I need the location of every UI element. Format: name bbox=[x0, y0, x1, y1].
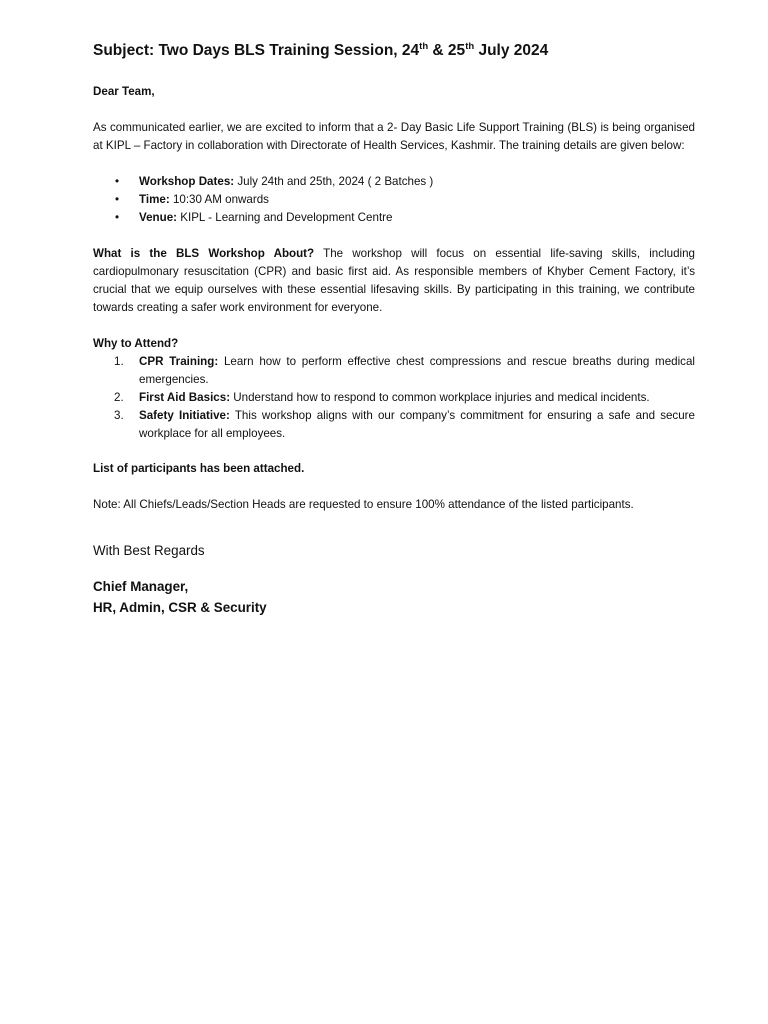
reason-number: 3. bbox=[114, 409, 124, 422]
reason-number: 2. bbox=[114, 391, 124, 404]
detail-label: Time: bbox=[139, 193, 170, 206]
bullet-icon: • bbox=[115, 175, 120, 188]
reason-item-first-aid bbox=[93, 389, 695, 407]
detail-item-time bbox=[93, 191, 695, 209]
reason-label: First Aid Basics: bbox=[139, 391, 231, 404]
reason-item-safety bbox=[93, 407, 695, 443]
detail-label: Workshop Dates: bbox=[139, 175, 235, 188]
about-paragraph bbox=[93, 245, 695, 317]
subject-line bbox=[93, 40, 695, 62]
participants-attached-note: List of participants has been attached. bbox=[93, 462, 305, 475]
reason-item-cpr bbox=[93, 353, 695, 389]
subject-prefix: Subject: Two Days BLS Training Session, 24 bbox=[93, 42, 420, 59]
signatory-title: Chief Manager, bbox=[93, 579, 189, 594]
greeting: Dear Team, bbox=[93, 85, 155, 98]
reason-text: Understand how to respond to common workplace injuries and medical incidents. bbox=[230, 391, 650, 404]
subject-sup-1: th bbox=[419, 41, 429, 52]
about-text: The workshop will focus on essential life-saving skills, including cardiopulmonary resuscitation (CPR) and basic first aid. As responsible members of Khyber Cement Factory, it’s crucial that we equip ourselves with these essential lifesaving skills. By participating in this training, we contribute towards creating a safer work environment for everyone. bbox=[93, 247, 695, 314]
attendance-note: Note: All Chiefs/Leads/Section Heads are requested to ensure 100% attendance of the listed participants. bbox=[93, 498, 634, 511]
bullet-icon: • bbox=[115, 193, 120, 206]
closing-regards: With Best Regards bbox=[93, 543, 205, 558]
subject-suffix: July 2024 bbox=[474, 42, 549, 59]
detail-value: July 24th and 25th, 2024 ( 2 Batches ) bbox=[234, 175, 434, 188]
detail-label: Venue: bbox=[139, 211, 178, 224]
detail-value: 10:30 AM onwards bbox=[169, 193, 269, 206]
why-attend-heading: Why to Attend? bbox=[93, 337, 179, 350]
subject-middle: & 25 bbox=[428, 42, 466, 59]
reason-label: Safety Initiative: bbox=[139, 409, 230, 422]
reason-text: Learn how to perform effective chest compressions and rescue breaths during medical emergencies. bbox=[139, 355, 695, 386]
training-details-list bbox=[93, 173, 695, 227]
why-attend-list bbox=[93, 353, 695, 443]
detail-item-venue bbox=[93, 209, 695, 227]
detail-value: KIPL - Learning and Development Centre bbox=[177, 211, 393, 224]
about-label: What is the BLS Workshop About? bbox=[93, 247, 315, 260]
bullet-icon: • bbox=[115, 211, 120, 224]
subject-sup-2: th bbox=[465, 41, 475, 52]
detail-item-dates bbox=[93, 173, 695, 191]
reason-number: 1. bbox=[114, 355, 124, 368]
reason-text: This workshop aligns with our company’s commitment for ensuring a safe and secure workplace for all employees. bbox=[139, 409, 695, 440]
signatory-department: HR, Admin, CSR & Security bbox=[93, 600, 267, 615]
document-page bbox=[93, 40, 695, 618]
intro-paragraph: As communicated earlier, we are excited to inform that a 2- Day Basic Life Support Training (BLS) is being organised at KIPL – Factory in collaboration with Directorate of Health Services, Kashmir. The training details are given below: bbox=[93, 121, 695, 152]
reason-label: CPR Training: bbox=[139, 355, 219, 368]
